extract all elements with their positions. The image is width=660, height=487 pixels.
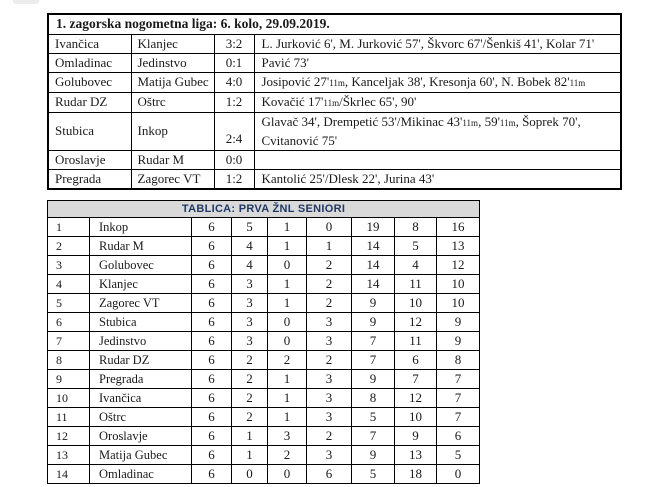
home-team-cell: Oroslavje [48,150,131,169]
stat-cell: 8 [437,351,480,370]
stat-cell: 3 [268,427,307,446]
position-cell: 14 [48,465,90,484]
team-name-cell: Stubica [90,313,192,332]
position-cell: 4 [48,275,90,294]
stat-cell: 2 [307,294,352,313]
stat-cell: 9 [352,446,395,465]
team-name-cell: Klanjec [90,275,192,294]
match-row [48,169,621,189]
stat-cell: 10 [395,294,437,313]
stat-cell: 9 [352,313,395,332]
stat-cell: 19 [352,218,395,237]
standings-table-title: TABLICA: PRVA ŽNL SENIORI [48,201,480,218]
stat-cell: 4 [232,237,268,256]
stat-cell: 1 [232,446,268,465]
stat-cell: 6 [192,465,232,484]
stat-cell: 6 [192,408,232,427]
stat-cell: 13 [395,446,437,465]
penalty-marker: 11m [569,77,586,88]
stat-cell: 14 [352,275,395,294]
standings-row [48,370,480,389]
position-cell: 9 [48,370,90,389]
stat-cell: 0 [268,256,307,275]
stat-cell: 4 [395,256,437,275]
match-row [48,150,621,169]
standings-table [47,200,480,484]
stat-cell: 3 [232,275,268,294]
stat-cell: 11 [395,275,437,294]
stat-cell: 5 [352,408,395,427]
team-name-cell: Inkop [90,218,192,237]
scorer-text: /Škrlec 65', 90' [339,93,417,109]
scorers-cell [254,150,621,169]
position-cell: 5 [48,294,90,313]
standings-row [48,446,480,465]
position-cell: 3 [48,256,90,275]
results-table [47,13,622,190]
stat-cell: 3 [232,332,268,351]
stat-cell: 6 [192,294,232,313]
away-team-cell: Klanjec [131,34,214,53]
stat-cell: 6 [192,370,232,389]
stat-cell: 10 [437,294,480,313]
stat-cell: 7 [395,370,437,389]
stat-cell: 3 [232,294,268,313]
score-cell: 1:2 [214,169,254,189]
stat-cell: 7 [352,427,395,446]
stat-cell: 14 [352,256,395,275]
stat-cell: 6 [192,218,232,237]
standings-row [48,256,480,275]
results-table-body [48,14,621,189]
home-team-cell: Rudar DZ [48,92,131,112]
stat-cell: 0 [268,465,307,484]
score-cell: 1:2 [214,92,254,112]
stat-cell: 6 [192,351,232,370]
home-team-cell: Pregrada [48,169,131,189]
stat-cell: 5 [232,218,268,237]
stat-cell: 14 [352,237,395,256]
home-team-cell: Ivančica [48,34,131,53]
position-cell: 10 [48,389,90,408]
scorers-cell [254,34,621,53]
stat-cell: 6 [192,332,232,351]
standings-row [48,313,480,332]
scorers-cell [254,92,621,112]
stat-cell: 16 [437,218,480,237]
team-name-cell: Zagorec VT [90,294,192,313]
stat-cell: 2 [307,427,352,446]
team-name-cell: Ivančica [90,389,192,408]
stat-cell: 2 [232,389,268,408]
stat-cell: 12 [395,389,437,408]
team-name-cell: Oroslavje [90,427,192,446]
stat-cell: 0 [437,465,480,484]
scorers-cell [254,72,621,92]
team-name-cell: Rudar M [90,237,192,256]
stat-cell: 3 [307,332,352,351]
stat-cell: 2 [307,256,352,275]
standings-row [48,218,480,237]
stat-cell: 1 [268,370,307,389]
stat-cell: 6 [192,256,232,275]
stat-cell: 6 [192,275,232,294]
stat-cell: 3 [307,446,352,465]
stat-cell: 8 [395,218,437,237]
stat-cell: 0 [307,218,352,237]
away-team-cell: Jedinstvo [131,53,214,72]
stat-cell: 11 [395,332,437,351]
stat-cell: 3 [307,389,352,408]
standings-row [48,237,480,256]
stat-cell: 1 [268,275,307,294]
match-row [48,53,621,72]
stat-cell: 12 [437,256,480,275]
score-cell: 0:0 [214,150,254,169]
position-cell: 11 [48,408,90,427]
stat-cell: 5 [437,446,480,465]
away-team-cell: Matija Gubec [131,72,214,92]
stat-cell: 9 [437,332,480,351]
stat-cell: 0 [268,313,307,332]
team-name-cell: Pregrada [90,370,192,389]
standings-table-body [48,201,480,484]
standings-row [48,294,480,313]
stat-cell: 6 [437,427,480,446]
stat-cell: 6 [192,446,232,465]
stat-cell: 9 [395,427,437,446]
results-title-row [48,14,621,34]
stat-cell: 9 [352,370,395,389]
stat-cell: 0 [232,465,268,484]
team-name-cell: Golubovec [90,256,192,275]
score-cell: 3:2 [214,34,254,53]
scorer-text: Kantolić 25'/Dlesk 22', Jurina 43' [261,170,435,186]
standings-row [48,332,480,351]
standings-row [48,275,480,294]
scorer-text: Glavač 34', Drempetić 53'/Mikinac 43' [261,113,463,129]
away-team-cell: Oštrc [131,92,214,112]
stat-cell: 3 [307,370,352,389]
stat-cell: 2 [268,351,307,370]
stat-cell: 0 [268,332,307,351]
stat-cell: 18 [395,465,437,484]
stat-cell: 1 [307,237,352,256]
stat-cell: 7 [437,389,480,408]
stat-cell: 8 [352,389,395,408]
away-team-cell: Zagorec VT [131,169,214,189]
stat-cell: 2 [307,275,352,294]
stat-cell: 3 [307,313,352,332]
match-row [48,92,621,112]
results-table-title: 1. zagorska nogometna liga: 6. kolo, 29.09.2019. [48,14,621,34]
scorer-text: , Šoprek 70', Cvitanović 75' [261,113,581,148]
stat-cell: 10 [437,275,480,294]
stat-cell: 2 [232,408,268,427]
position-cell: 1 [48,218,90,237]
position-cell: 7 [48,332,90,351]
stat-cell: 6 [192,313,232,332]
score-cell: 4:0 [214,72,254,92]
stat-cell: 9 [437,313,480,332]
standings-row [48,465,480,484]
team-name-cell: Jedinstvo [90,332,192,351]
match-row [48,112,621,150]
scorers-cell [254,112,621,150]
stat-cell: 3 [232,313,268,332]
stat-cell: 6 [307,465,352,484]
stat-cell: 13 [437,237,480,256]
stat-cell: 2 [307,351,352,370]
position-cell: 13 [48,446,90,465]
score-cell: 0:1 [214,53,254,72]
stat-cell: 4 [232,256,268,275]
away-team-cell: Rudar M [131,150,214,169]
stat-cell: 1 [232,427,268,446]
stat-cell: 1 [268,218,307,237]
position-cell: 12 [48,427,90,446]
stat-cell: 1 [268,408,307,427]
stat-cell: 1 [268,237,307,256]
score-cell: 2:4 [214,112,254,150]
stat-cell: 5 [352,465,395,484]
stat-cell: 6 [192,427,232,446]
stat-cell: 9 [352,294,395,313]
stat-cell: 6 [192,389,232,408]
penalty-marker: 11m [499,117,516,128]
stat-cell: 7 [437,370,480,389]
scorer-text: Pavić 73' [261,54,309,70]
stat-cell: 1 [268,389,307,408]
stat-cell: 1 [268,294,307,313]
stat-cell: 7 [437,408,480,427]
home-team-cell: Golubovec [48,72,131,92]
stat-cell: 3 [307,408,352,427]
stat-cell: 7 [352,351,395,370]
stat-cell: 6 [192,237,232,256]
scorer-text: , 59' [478,113,500,129]
team-name-cell: Rudar DZ [90,351,192,370]
stat-cell: 12 [395,313,437,332]
team-name-cell: Oštrc [90,408,192,427]
penalty-marker: 11m [323,97,340,108]
position-cell: 6 [48,313,90,332]
team-name-cell: Matija Gubec [90,446,192,465]
home-team-cell: Omladinac [48,53,131,72]
page-corner-artifact [13,0,39,4]
stat-cell: 2 [268,446,307,465]
standings-row [48,427,480,446]
position-cell: 8 [48,351,90,370]
position-cell: 2 [48,237,90,256]
standings-row [48,408,480,427]
scorer-text: , Kanceljak 38', Kresonja 60', N. Bobek 82' [344,73,570,89]
team-name-cell: Omladinac [90,465,192,484]
standings-row [48,389,480,408]
stat-cell: 10 [395,408,437,427]
scorers-cell [254,53,621,72]
match-row [48,34,621,53]
stat-cell: 7 [352,332,395,351]
standings-title-row [48,201,480,218]
scorers-cell [254,169,621,189]
away-team-cell: Inkop [131,112,214,150]
scorer-text: Kovačić 17' [261,93,324,109]
penalty-marker: 11m [329,77,345,88]
penalty-marker: 11m [462,117,479,128]
home-team-cell: Stubica [48,112,131,150]
standings-row [48,351,480,370]
scorer-text: L. Jurković 6', M. Jurković 57', Škvorc 67'/Šenkiš 41', Kolar 71' [261,35,595,51]
match-row [48,72,621,92]
scorer-text: Josipović 27' [261,73,330,89]
stat-cell: 5 [395,237,437,256]
stat-cell: 6 [395,351,437,370]
stat-cell: 2 [232,370,268,389]
stat-cell: 2 [232,351,268,370]
